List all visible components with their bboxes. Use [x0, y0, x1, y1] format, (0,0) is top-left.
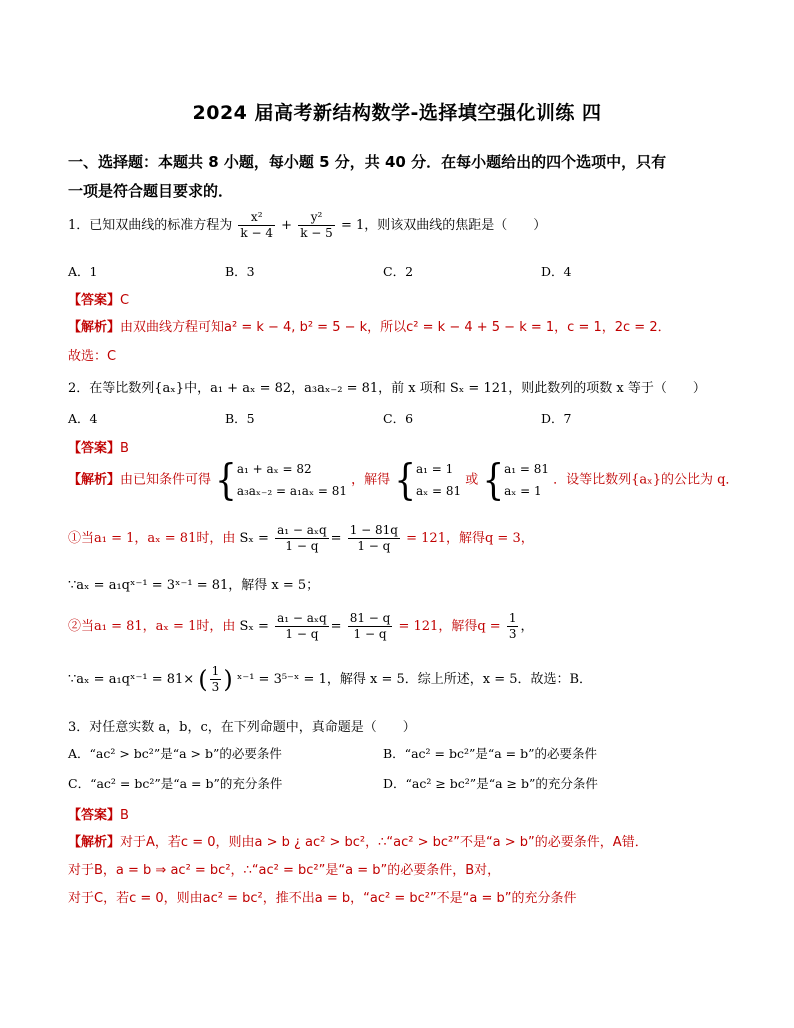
question-1-conclusion: 故选：C [68, 349, 117, 364]
question-2-answer: 【答案】B [68, 441, 129, 456]
question-1-stem-prefix: 1．已知双曲线的标准方程为 [68, 218, 233, 233]
question-2-option-b: B．5 [225, 411, 255, 426]
question-1-analysis: 【解析】由双曲线方程可知a² = k − 4, b² = 5 − k，所以c² = k − 4 + 5 − k = 1，c = 1，2c = 2． [68, 320, 671, 335]
equation-system-1: a₁ + aₓ = 82 a₃aₓ₋₂ = a₁aₓ = 81 [236, 462, 348, 498]
question-3-option-d: D．“ac² ≥ bc²”是“a ≥ b”的充分条件 [383, 776, 598, 791]
question-1-option-b: B．3 [225, 264, 255, 279]
question-3-option-b: B．“ac² = bc²”是“a = b”的必要条件 [383, 746, 598, 761]
question-3-option-a: A．“ac² > bc²”是“a > b”的必要条件 [68, 746, 282, 761]
question-2-analysis-system: 【解析】由已知条件可得 { a₁ + aₓ = 82 a₃aₓ₋₂ = a₁aₓ = 81 ，解得 { a₁ = 1 aₓ = 81 或 { a₁ = 81 aₓ = 1 ．设等比数列{aₓ}的公比为 q． [68, 455, 739, 505]
question-3-analysis-line-2: 对于B，a = b ⇒ ac² = bc²，∴“ac² = bc²”是“a = b”的必要条件，B对， [68, 863, 501, 878]
section-header-line-1: 一、选择题：本题共 8 小题，每小题 5 分，共 40 分．在每小题给出的四个选项中，只有 [68, 153, 667, 171]
question-1-answer: 【答案】C [68, 293, 130, 308]
question-3-analysis-line-3: 对于C，若c = 0，则由ac² = bc²，推不出a = b，“ac² = bc²”不是“a = b”的充分条件 [68, 891, 577, 906]
question-1-stem-suffix: = 1，则该双曲线的焦距是（ ） [340, 218, 547, 233]
question-2-case-2: ②当a₁ = 81，aₓ = 1时，由 Sₓ = $\frac{\text{a₁ − aₓq}}{1 - q}$ = $\frac{81 - q}{1 - q}$ = 121，解得q = $\frac{1}{3}$ ， [68, 611, 534, 641]
question-2-option-a: A．4 [68, 411, 98, 426]
question-2-stem: 2．在等比数列{aₓ}中，a₁ + aₓ = 82，a₃aₓ₋₂ = 81，前 x 项和 Sₓ = 121，则此数列的项数 x 等于（ ） [68, 381, 706, 396]
fraction-x2: $\frac{\text{x²}}{k - 4}$ [240, 210, 274, 240]
question-3-stem: 3．对任意实数 a，b，c，在下列命题中，真命题是（ ） [68, 720, 416, 735]
question-2-case-1-result: ∵aₓ = a₁qˣ⁻¹ = 3ˣ⁻¹ = 81，解得 x = 5； [68, 578, 320, 593]
question-2-case-2-result: ∵aₓ = a₁qˣ⁻¹ = 81× ( $\frac{1}{3}$ ) ˣ⁻¹ = 3⁵⁻ˣ = 1，解得 x = 5．综上所述，x = 5．故选：B． [68, 664, 593, 694]
question-1-stem: 1．已知双曲线的标准方程为 $\frac{\text{x²}}{k - 4}$ + $\frac{\text{y²}}{k - 5}$ = 1，则该双曲线的焦距是（ ） [68, 210, 547, 240]
equation-system-2: a₁ = 1 aₓ = 81 [415, 462, 462, 498]
fraction-y2: $\frac{\text{y²}}{k - 5}$ [300, 210, 333, 240]
question-1-option-c: C．2 [383, 264, 414, 279]
equation-system-3: a₁ = 81 aₓ = 1 [504, 462, 550, 498]
question-1-option-d: D．4 [541, 264, 572, 279]
section-header [68, 148, 728, 206]
question-2-option-d: D．7 [541, 411, 572, 426]
question-3-option-c: C．“ac² = bc²”是“a = b”的充分条件 [68, 776, 283, 791]
document-title: 2024 届高考新结构数学-选择填空强化训练 四 [192, 102, 602, 124]
question-3-analysis-line-1: 【解析】对于A，若c = 0，则由a > b ¿ ac² > bc²，∴“ac² > bc²”不是“a > b”的必要条件，A错． [68, 835, 648, 850]
section-header-line-2: 一项是符合题目要求的． [68, 182, 234, 200]
question-1-option-a: A．1 [68, 264, 98, 279]
question-2-case-1: ①当a₁ = 1，aₓ = 81时，由 Sₓ = $\frac{\text{a₁ − aₓq}}{1 - q}$ = $\frac{1 - 81q}{1 - q}$ = 121，解得q = 3， [68, 523, 534, 553]
question-3-answer: 【答案】B [68, 808, 129, 823]
question-2-option-c: C．6 [383, 411, 414, 426]
